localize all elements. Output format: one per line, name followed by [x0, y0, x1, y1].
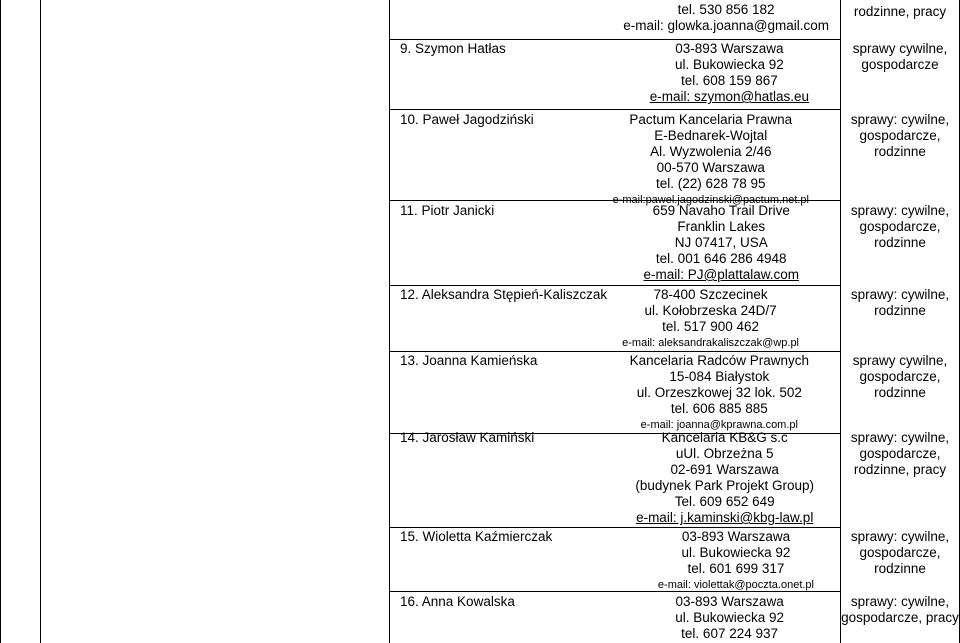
category-line: sprawy: cywilne, [850, 430, 950, 445]
lawyer-name: 10. Paweł Jagodziński [400, 112, 534, 127]
address-line: NJ 07417, USA [674, 235, 768, 250]
address-line: uUl. Obrzeżna 5 [675, 446, 774, 461]
email-link[interactable]: e-mail: szymon@hatlas.eu [649, 89, 809, 104]
category-cell [840, 41, 960, 73]
category-cell [840, 529, 960, 577]
category-line: gospodarcze, [859, 545, 941, 560]
lawyer-name: 9. Szymon Hatłas [400, 41, 506, 56]
lawyer-name: 15. Wioletta Kaźmierczak [400, 529, 553, 544]
table-border-col1 [40, 0, 41, 643]
category-line: sprawy: cywilne, [850, 203, 950, 218]
lawyer-name: 12. Aleksandra Stępień-Kaliszczak [400, 287, 608, 302]
category-line: rodzinne [874, 235, 926, 250]
address-line: tel. 517 900 462 [662, 319, 759, 334]
address-line: ul. Orzeszkowej 32 lok. 502 [636, 385, 802, 400]
table-border-left [0, 0, 1, 643]
category-cell [840, 287, 960, 319]
address-line: tel. 001 646 286 4948 [655, 251, 787, 266]
row-divider [389, 351, 840, 352]
address-line: tel. (22) 628 78 95 [655, 176, 766, 191]
address-line: tel. 530 856 182 [677, 2, 775, 17]
email-link[interactable]: e-mail: glowka.joanna@gmail.com [623, 18, 829, 33]
address-line: 15-084 Białystok [669, 369, 770, 384]
category-line: sprawy cywilne, [852, 41, 948, 56]
category-line: gospodarcze [861, 57, 939, 72]
row-divider [389, 109, 840, 110]
address-line: Kancelaria KB&G s.c [661, 430, 788, 445]
address-line: Pactum Kancelaria Prawna [629, 112, 793, 127]
address-line: tel. 606 885 885 [670, 401, 768, 416]
category-line: gospodarcze, pracy [841, 610, 959, 625]
category-line: gospodarcze, [859, 219, 941, 234]
category-line: rodzinne [874, 385, 926, 400]
category-line: rodzinne, pracy [853, 4, 947, 19]
email-link[interactable]: e-mail: joanna@kprawna.com.pl [640, 419, 798, 431]
category-line: sprawy: cywilne, [850, 594, 950, 609]
row-divider [389, 527, 840, 528]
category-line: gospodarcze, [859, 446, 941, 461]
email-link[interactable]: e-mail:pawel.jagodzinski@pactum.net.pl [612, 194, 809, 206]
address-line: 659 Navaho Trail Drive [652, 203, 790, 218]
lawyer-name: 11. Piotr Janicki [400, 203, 495, 218]
category-line: gospodarcze, [859, 369, 941, 384]
address-line: Tel. 609 652 649 [674, 494, 775, 509]
address-line: tel. 607 224 937 [681, 626, 779, 641]
row-divider [389, 285, 840, 286]
address-line: 03-893 Warszawa [675, 594, 784, 609]
address-cell [389, 41, 839, 105]
address-line: ul. Bukowiecka 92 [675, 610, 784, 625]
address-line: (budynek Park Projekt Group) [635, 478, 814, 493]
address-line: Al. Wyzwolenia 2/46 [650, 144, 772, 159]
address-line: 02-691 Warszawa [670, 462, 779, 477]
category-line: rodzinne [874, 303, 926, 318]
row-divider [389, 39, 840, 40]
address-cell [389, 112, 839, 208]
category-line: rodzinne, pracy [853, 462, 947, 477]
address-line: Franklin Lakes [677, 219, 766, 234]
category-line: sprawy cywilne, [852, 353, 948, 368]
lawyer-name: 13. Joanna Kamieńska [400, 353, 538, 368]
category-line: sprawy: cywilne, [850, 112, 950, 127]
address-line: 03-893 Warszawa [675, 41, 784, 56]
category-cell [840, 4, 960, 20]
address-line: ul. Kołobrzeska 24D/7 [644, 303, 777, 318]
category-cell [840, 353, 960, 401]
category-line: gospodarcze, [859, 128, 941, 143]
category-cell [840, 112, 960, 160]
email-link[interactable]: e-mail: aleksandrakaliszczak@wp.pl [622, 337, 799, 349]
category-line: sprawy: cywilne, [850, 529, 950, 544]
category-cell [840, 203, 960, 251]
address-line: tel. 608 159 867 [680, 73, 778, 88]
address-line: E-Bednarek-Wojtal [654, 128, 768, 143]
address-cell [389, 2, 839, 34]
category-line: rodzinne [874, 561, 926, 576]
address-line: ul. Bukowiecka 92 [681, 545, 791, 560]
lawyer-name: 16. Anna Kowalska [400, 594, 515, 609]
category-line: sprawy: cywilne, [850, 287, 950, 302]
category-line: rodzinne [874, 144, 926, 159]
address-cell [389, 430, 839, 526]
address-line: tel. 601 699 317 [687, 561, 785, 576]
email-link[interactable]: e-mail: violettak@poczta.onet.pl [657, 579, 814, 591]
address-cell [389, 287, 839, 351]
email-link[interactable]: e-mail: j.kaminski@kbg-law.pl [636, 510, 814, 525]
address-cell [389, 353, 839, 433]
address-line: ul. Bukowiecka 92 [674, 57, 784, 72]
address-cell [389, 529, 839, 593]
address-cell [389, 203, 839, 283]
category-cell [840, 594, 960, 626]
address-line: 03-893 Warszawa [681, 529, 791, 544]
address-line: 78-400 Szczecinek [653, 287, 768, 302]
address-cell [389, 594, 839, 642]
lawyer-name: 14. Jarosław Kamiński [400, 430, 535, 445]
address-line: 00-570 Warszawa [656, 160, 765, 175]
email-link[interactable]: e-mail: PJ@plattalaw.com [643, 267, 799, 282]
category-cell [840, 430, 960, 478]
address-line: Kancelaria Radców Prawnych [629, 353, 809, 368]
